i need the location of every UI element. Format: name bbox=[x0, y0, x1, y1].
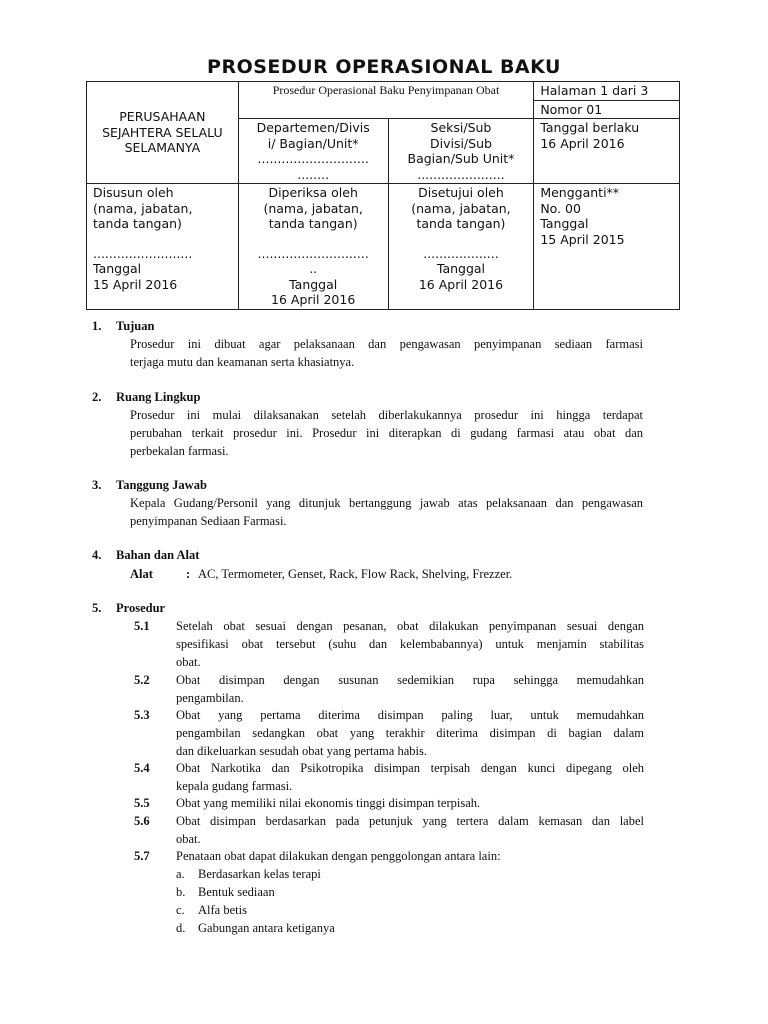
approved-by-cell: Disetujui oleh (nama, jabatan, tanda tangan) ................... Tanggal 16 April 2016 bbox=[388, 184, 534, 310]
section-body-tujuan: Prosedur ini dibuat agar pelaksanaan dan pengawasan penyimpanan sediaan farmasi terjaga mutu dan keamanan serta khasiatnya. bbox=[130, 337, 643, 369]
section-body-tanggung-jawab: Kepala Gudang/Personil yang ditunjuk bertanggung jawab atas pelaksanaan dan pengawasan penyimpanan Sediaan Farmasi. bbox=[130, 496, 643, 528]
department-cell: Departemen/Divis i/ Bagian/Unit* ............................ ........ bbox=[238, 119, 388, 184]
document-name: Prosedur Operasional Baku Penyimpanan Obat bbox=[238, 82, 534, 119]
prepared-by-cell: Disusun oleh (nama, jabatan, tanda tangan) ......................... Tanggal 15 April 2016 bbox=[87, 184, 239, 310]
section-cell: Seksi/Sub Divisi/Sub Bagian/Sub Unit* ...................... bbox=[388, 119, 534, 184]
list-item: d. Gabungan antara ketiganya bbox=[176, 921, 335, 935]
section-heading-prosedur: 5. Prosedur bbox=[92, 601, 166, 615]
section-heading-bahan-alat: 4. Bahan dan Alat bbox=[92, 548, 200, 562]
list-item: c. Alfa betis bbox=[176, 903, 247, 917]
checked-by-cell: Diperiksa oleh (nama, jabatan, tanda tangan) ............................ .. Tanggal 16 April 2016 bbox=[238, 184, 388, 310]
section-heading-tujuan: 1. Tujuan bbox=[92, 319, 155, 333]
list-item: a. Berdasarkan kelas terapi bbox=[176, 867, 321, 881]
page-title: PROSEDUR OPERASIONAL BAKU bbox=[207, 56, 561, 78]
list-item: b. Bentuk sediaan bbox=[176, 885, 275, 899]
tools-line: Alat : AC, Termometer, Genset, Rack, Flow Rack, Shelving, Frezzer. bbox=[130, 567, 513, 581]
company-cell: PERUSAHAAN SEJAHTERA SELALU SELAMANYA bbox=[87, 82, 239, 184]
effective-date-cell: Tanggal berlaku 16 April 2016 bbox=[534, 119, 680, 184]
section-heading-ruang-lingkup: 2. Ruang Lingkup bbox=[92, 390, 201, 404]
header-table bbox=[86, 81, 680, 310]
document-number: Nomor 01 bbox=[534, 100, 680, 119]
section-heading-tanggung-jawab: 3. Tanggung Jawab bbox=[92, 478, 207, 492]
page-number: Halaman 1 dari 3 bbox=[534, 82, 680, 101]
replaces-cell: Mengganti** No. 00 Tanggal 15 April 2015 bbox=[534, 184, 680, 310]
section-body-ruang-lingkup: Prosedur ini mulai dilaksanakan setelah diberlakukannya prosedur ini hingga terdapat perubahan terkait prosedur ini. Prosedur ini diterapkan di gudang farmasi atau obat dan perbekalan farmasi. bbox=[130, 408, 643, 458]
